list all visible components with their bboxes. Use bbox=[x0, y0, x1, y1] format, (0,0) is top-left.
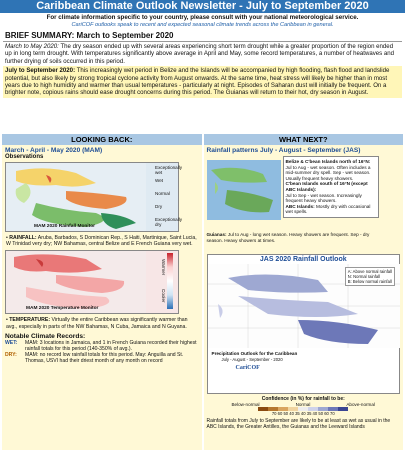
outlook-caption-dates: July - August - September - 2020 bbox=[221, 357, 283, 362]
outlook-caption: Precipitation Outlook for the Caribbean bbox=[211, 351, 298, 356]
caricof-note: CariCOF outlooks speak to recent and expected seasonal climate trends across the Caribbean in general. bbox=[71, 22, 334, 28]
rainfall-legend: Exceptionally wet Wet Normal Dry Exceptionally dry bbox=[155, 165, 183, 227]
region-guianas: Guianas: Jul to Aug - long wet season. Heavy showers are frequent. Sep - dry season. Heavy showers at times. bbox=[206, 232, 370, 243]
what-next-column bbox=[204, 134, 404, 450]
mam-title: March - April - May 2020 (MAM) bbox=[5, 147, 103, 154]
confidence-labels: Below-normal Normal Above-normal bbox=[231, 402, 375, 407]
rainfall-monitor-caption: MAM 2020 Rainfall Monitor bbox=[34, 224, 96, 229]
temperature-scale-bar bbox=[167, 253, 173, 309]
dry-record: DRY: MAM: no record low rainfall totals for this period. May: Anguilla and St. Thomas, USVI had their driest month of any month on record bbox=[5, 351, 184, 364]
temperature-monitor-map bbox=[5, 250, 179, 314]
regional-seasons-box bbox=[283, 156, 379, 218]
temperature-monitor-caption: MAM 2020 Temperature Monitor bbox=[26, 306, 99, 312]
region-abc: ABC Islands: Mostly dry with occasional wet spells. bbox=[285, 203, 371, 215]
looking-back-header: LOOKING BACK: bbox=[2, 134, 202, 145]
brief-summary bbox=[3, 31, 402, 98]
what-next-header: WHAT NEXT? bbox=[204, 134, 404, 145]
cooler-label: Cooler bbox=[161, 289, 166, 303]
rainfall-monitor-map bbox=[5, 162, 183, 232]
jas-outlook-map bbox=[207, 254, 401, 394]
jas-patterns-title: Rainfall patterns July - August - September (JAS) bbox=[206, 147, 361, 154]
consult-note: For climate information specific to your country, please consult with your national meteorological service. bbox=[46, 14, 359, 21]
wet-record: WET: MAM: 3 locations in Jamaica, and 1 in French Guiana recorded their highest rainfall totals for this period (140-350% of avg.). bbox=[5, 339, 197, 352]
looking-back-column bbox=[2, 134, 202, 450]
temperature-bullet: • TEMPERATURE: Virtually the entire Caribbean was significantly warmer than avg., especially in parts of the NW Bahamas, N Cuba, Jamaica and N Guyana. bbox=[6, 317, 188, 330]
outlook-footnote: Rainfall totals from July to September are likely to be at least as wet as usual in the ABC Islands, the Greater Antilles, the Guianas and the Leeward Islands bbox=[206, 418, 391, 430]
region-south: C'bean Islands south of 16°N (except ABC Islands): Jul to Sep - wet season. Increasingly frequent heavy showers. bbox=[285, 181, 368, 204]
brief-para-1: March to May 2020: The dry season ended up with several areas experiencing short term drought while a greater proportion of the region ended up in long term drought. With temperatures significantly above average in April and May, some record temperatures, a number of heatwaves and further drying of soils occurred in this period. bbox=[5, 43, 395, 65]
caricof-logo: CariCOF bbox=[235, 365, 260, 371]
rainfall-bullet: • RAINFALL: Aruba, Barbados, S Dominican Rep., S Haiti, Martinique, Saint Lucia, W Trinidad very dry; NW Bahamas, central Belize and E French Guiana very wet. bbox=[6, 235, 197, 248]
region-north: Belize & C'bean Islands north of 16°N: Jul to Aug - wet season. Often includes a mid-summer dry spell. Sep - wet season. Usually frequent heavy showers. bbox=[285, 159, 371, 181]
confidence-title: Confidence (in %) for rainfall to be: bbox=[261, 396, 345, 402]
confidence-ticks: 70 60 50 40 35 40 35 40 50 60 70 bbox=[271, 411, 335, 416]
rainfall-patterns-panel bbox=[207, 156, 401, 252]
newsletter-title: Caribbean Climate Outlook Newsletter - July to September 2020 bbox=[0, 0, 405, 13]
outlook-legend: A: Above normal rainfall N: Normal rainfall B: Below normal rainfall bbox=[345, 267, 395, 286]
brief-title: BRIEF SUMMARY: March to September 2020 bbox=[3, 31, 402, 42]
observations-label: Observations bbox=[5, 154, 44, 160]
brief-para-2: July to September 2020: This increasingly wet period in Belize and the Islands will be accompanied by high flooding, flash flood and landslide potential, but also likely by strong tropical cyclone activity from August onwards. At the same time, heat stress will likely be higher than in most years due to high humidity and warmer than usual temperatures - particularly at night. Episodes of Saharan dust will initially be frequent. On a brighter note, copious rains should ease drought concerns during this period. The Guianas will return to their hot, dry season in August. bbox=[3, 66, 402, 98]
temperature-map-graphic bbox=[6, 251, 146, 313]
outlook-title: JAS 2020 Rainfall Outlook bbox=[259, 256, 347, 263]
notable-records-title: Notable Climate Records: bbox=[5, 332, 86, 340]
rainfall-patterns-map bbox=[207, 160, 281, 220]
warmer-label: Warmer bbox=[161, 259, 166, 276]
rainfall-map-graphic bbox=[6, 163, 146, 231]
